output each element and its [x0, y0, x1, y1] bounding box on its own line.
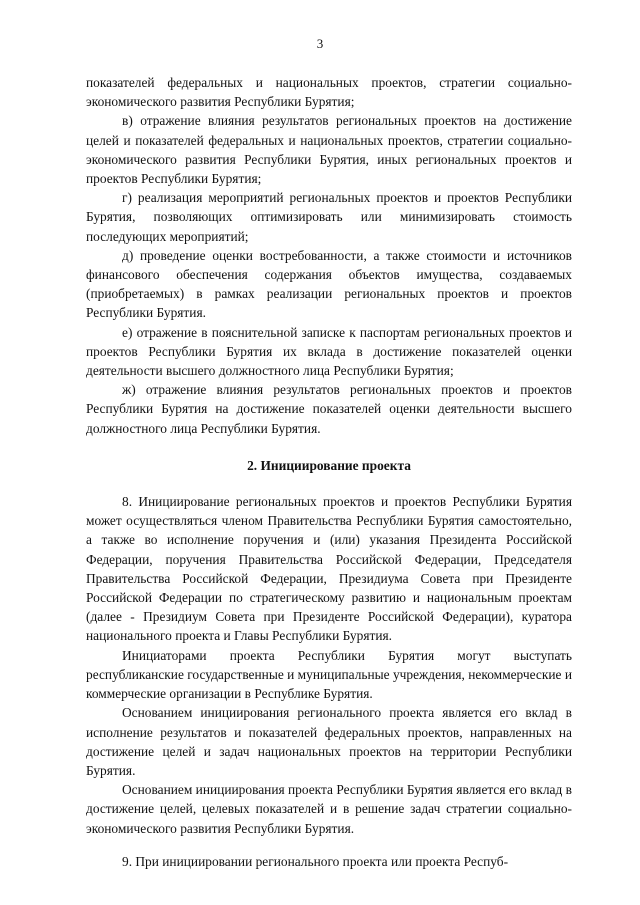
paragraph-item-d: д) проведение оценки востребованности, а также стоимости и источников финансового обеспечения содержания объектов имущества, создаваемых (приобретаемых) в рамках реализации региональных проектов и проектов Республики Бурятия. — [86, 247, 572, 321]
paragraph-basis-regional: Основанием инициирования регионального проекта является его вклад в исполнение результатов и показателей федеральных проектов, направленных на достижение целей и задач национальных проектов на территории Республики Бурятия. — [86, 705, 572, 778]
paragraph-initiators: Инициаторами проекта Республики Бурятия могут выступать республиканские государственные и муниципальные учреждения, некоммерческие и коммерческие организации в Республике Бурятия. — [86, 647, 572, 702]
paragraph-item-g: г) реализация мероприятий региональных проектов и проектов Республики Бурятия, позволяющих оптимизировать или минимизировать стоимость последующих мероприятий; — [86, 190, 572, 244]
paragraph-item-zh: ж) отражение влияния результатов региональных проектов и проектов Республики Бурятия на достижение показателей оценки деятельности высшего должностного лица Республики Бурятия. — [86, 382, 572, 436]
paragraph-clause-9: 9. При инициировании регионального проекта или проекта Респуб- — [122, 853, 509, 869]
paragraph-item-e: е) отражение в пояснительной записке к паспортам региональных проектов и проектов Республики Бурятия их вклада в достижение показателей оценки деятельности высшего должностного лица Республики Бурятия; — [86, 324, 572, 379]
document-body — [86, 73, 572, 871]
section-heading: 2. Инициирование проекта — [247, 457, 411, 473]
page-number: 3 — [316, 36, 324, 51]
paragraph-gap — [86, 838, 572, 852]
paragraph-clause-8: 8. Инициирование региональных проектов и проектов Республики Бурятия может осуществляться членом Правительства Республики Бурятия самостоятельно, а также во исполнение поручения и (или) указания Президента Российской Федерации, поручения Правительства Российской Федерации, Председателя Правительства Российской Федерации, Президиума Совета при Президенте Российской Федерации по стратегическому развитию и национальным проектам (далее - Президиум Совета при Президенте Российской Федерации), куратора национального проекта и Главы Республики Бурятия. — [86, 494, 572, 644]
paragraph-continuation: показателей федеральных и национальных проектов, стратегии социально-экономического развития Республики Бурятия; — [86, 75, 572, 110]
paragraph-item-v: в) отражение влияния результатов региональных проектов на достижение целей и показателей федеральных и национальных проектов, стратегии социально-экономического развития Республики Бурятия, иных региональных проектов и проектов Республики Бурятия; — [86, 113, 572, 187]
paragraph-basis-republic: Основанием инициирования проекта Республики Бурятия является его вклад в достижение целей, целевых показателей и в решение задач стратегии социально-экономического развития Республики Бурятия. — [86, 782, 572, 836]
